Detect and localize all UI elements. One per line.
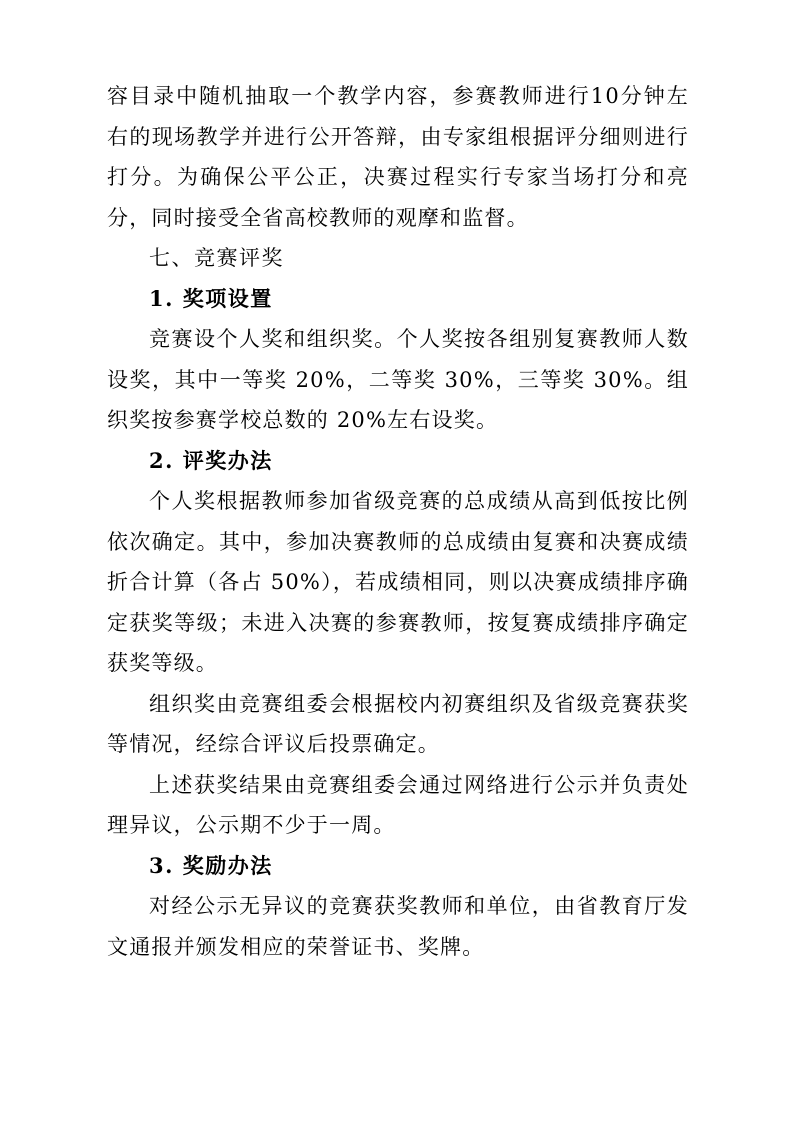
subheading-award-settings: 1. 奖项设置 [149, 285, 273, 311]
subheading-reward-method: 3. 奖励办法 [149, 852, 273, 878]
paragraph-final-round-procedure: 容目录中随机抽取一个教学内容，参赛教师进行10分钟左右的现场教学并进行公开答辩，由专家组根据评分细则进行打分。为确保公平公正，决赛过程实行专家当场打分和亮分，同时接受全省高校教师的观摩和监督。 [107, 84, 689, 230]
document-body [107, 76, 689, 967]
paragraph-award-settings: 竞赛设个人奖和组织奖。个人奖按各组别复赛教师人数设奖，其中一等奖 20%，二等奖 30%，三等奖 30%。组织奖按参赛学校总数的 20%左右设奖。 [107, 327, 689, 432]
paragraph-organization-award-method: 组织奖由竞赛组委会根据校内初赛组织及省级竞赛获奖等情况，经综合评议后投票确定。 [107, 691, 689, 756]
paragraph-public-notice: 上述获奖结果由竞赛组委会通过网络进行公示并负责处理异议，公示期不少于一周。 [107, 772, 689, 837]
paragraph-individual-award-method: 个人奖根据教师参加省级竞赛的总成绩从高到低按比例依次确定。其中，参加决赛教师的总成绩由复赛和决赛成绩折合计算（各占 50%），若成绩相同，则以决赛成绩排序确定获奖等级；未进入决赛的参赛教师，按复赛成绩排序确定获奖等级。 [107, 489, 689, 675]
paragraph-reward-method: 对经公示无异议的竞赛获奖教师和单位，由省教育厅发文通报并颁发相应的荣誉证书、奖牌。 [107, 894, 689, 959]
section-heading-awards: 七、竞赛评奖 [149, 246, 284, 270]
subheading-award-method: 2. 评奖办法 [149, 447, 273, 473]
